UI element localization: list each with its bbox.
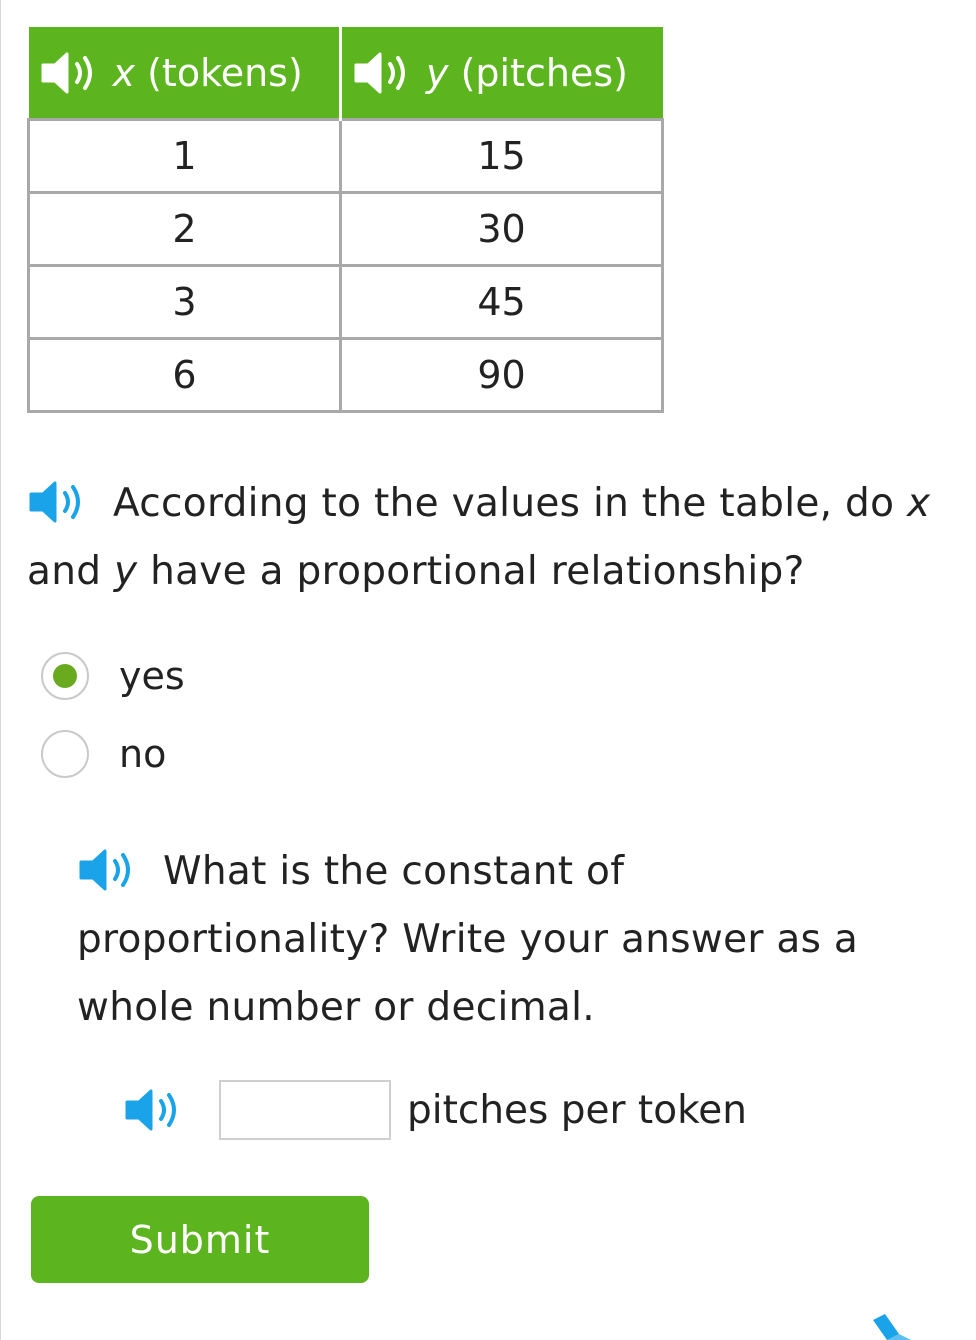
radio-button[interactable]	[41, 730, 89, 778]
speaker-icon[interactable]	[33, 48, 113, 98]
header-y	[341, 27, 663, 120]
table-cell: 6	[29, 339, 341, 412]
speaker-icon[interactable]	[123, 1085, 193, 1135]
header-x	[29, 27, 341, 120]
table-cell: 45	[341, 266, 663, 339]
question-constant	[77, 838, 937, 1042]
table-cell: 15	[341, 120, 663, 193]
table-row	[29, 193, 663, 266]
radio-button-selected[interactable]	[41, 652, 89, 700]
table-cell: 30	[341, 193, 663, 266]
choice-group	[41, 648, 185, 804]
table-cell: 3	[29, 266, 341, 339]
header-x-unit: (tokens)	[147, 50, 303, 95]
speaker-icon[interactable]	[346, 48, 426, 98]
table-row	[29, 339, 663, 412]
header-x-var: x	[112, 50, 135, 95]
question1-var-x: x	[906, 481, 931, 526]
table-row	[29, 266, 663, 339]
submit-button[interactable]: Submit	[31, 1196, 369, 1283]
choice-label: yes	[119, 654, 185, 698]
choice-label: no	[119, 732, 167, 776]
table-cell: 1	[29, 120, 341, 193]
question1-var-y: y	[113, 549, 138, 594]
answer-input[interactable]	[219, 1080, 391, 1140]
question1-part3: have a proportional relationship?	[137, 549, 805, 594]
answer-row	[123, 1080, 747, 1140]
pencil-icon[interactable]	[851, 1312, 911, 1340]
question1-part2: and	[27, 549, 114, 594]
choice-no[interactable]	[41, 726, 185, 782]
header-y-var: y	[426, 50, 449, 95]
table-cell: 2	[29, 193, 341, 266]
table-cell: 90	[341, 339, 663, 412]
question2-text: What is the constant of proportionality? Write your answer as a whole number or decimal.	[77, 849, 859, 1030]
speaker-icon[interactable]	[27, 477, 97, 527]
header-y-unit: (pitches)	[460, 50, 628, 95]
speaker-icon[interactable]	[77, 845, 147, 895]
answer-unit-label: pitches per token	[407, 1087, 747, 1133]
question-proportional	[27, 470, 967, 606]
table-header-row	[29, 27, 663, 120]
table-row	[29, 120, 663, 193]
data-table	[27, 27, 664, 413]
choice-yes[interactable]	[41, 648, 185, 704]
question1-part1: According to the values in the table, do	[113, 481, 907, 526]
